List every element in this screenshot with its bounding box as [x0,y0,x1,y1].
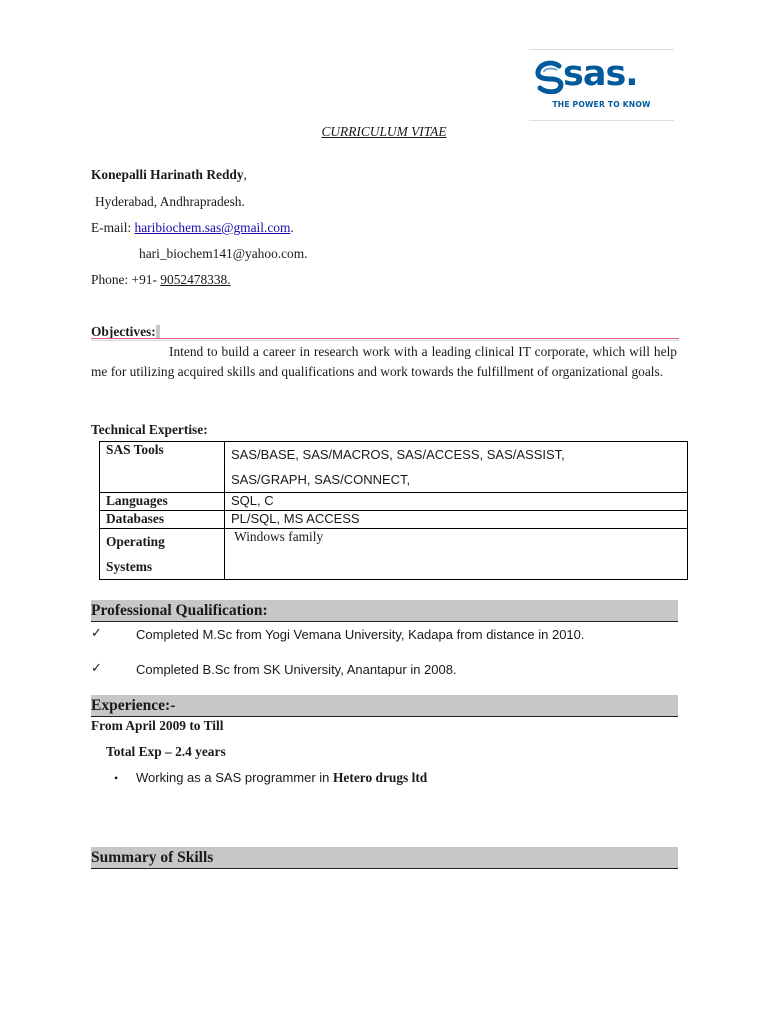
table-row [100,529,688,580]
table-value: PL/SQL, MS ACCESS [225,511,688,529]
experience-total: Total Exp – 2.4 years [106,744,226,759]
technical-table [99,441,688,580]
phone-line [91,272,231,288]
table-key [100,529,225,580]
qualification-item: Completed M.Sc from Yogi Vemana University, Kadapa from distance in 2010. [136,627,585,642]
table-key-line: Operating [106,534,165,549]
professional-heading: Professional Qualification: [91,602,268,619]
table-value [225,442,688,493]
objectives-rule [91,338,679,341]
table-value: SQL, C [225,493,688,511]
table-key: Databases [100,511,225,529]
experience-company: Hetero drugs ltd [333,770,428,785]
name-suffix: , [243,167,247,182]
summary-heading: Summary of Skills [91,849,214,866]
experience-item-text: Working as a SAS programmer in [136,770,333,785]
location: Hyderabad, Andhrapradesh. [95,194,245,209]
objectives-text [91,342,677,382]
sas-logo [529,49,674,121]
email-primary-suffix: . [290,220,294,235]
phone-label: Phone: +91- [91,272,161,287]
candidate-name: Konepalli Harinath Reddy [91,167,244,182]
experience-period: From April 2009 to Till [91,718,224,733]
qualification-item: Completed B.Sc from SK University, Anantapur in 2008. [136,662,457,677]
table-value-line: SAS/GRAPH, SAS/CONNECT, [231,472,411,487]
cursor-marker [156,325,160,338]
contact-name-line [91,167,247,183]
experience-heading: Experience:- [91,697,176,714]
page-title: CURRICULUM VITAE [321,124,447,139]
table-key: Languages [100,493,225,511]
email-line [91,220,294,236]
table-row [100,511,688,529]
section-band-experience [91,695,678,717]
bullet-icon: • [114,771,119,785]
check-icon: ✓ [91,626,102,641]
logo-wordmark: sas. [563,54,638,94]
technical-heading: Technical Expertise: [91,422,208,437]
sas-swirl-icon [533,60,567,94]
table-value: Windows family [225,529,688,580]
objectives-body: Intend to build a career in research work with a leading clinical IT corporate, which will help me for utilizing acquired skills and qualifications and work towards the fulfillment of organizational goals. [91,344,677,379]
table-key: SAS Tools [100,442,225,493]
logo-tagline: THE POWER TO KNOW [552,100,651,109]
check-icon: ✓ [91,661,102,676]
experience-item [136,770,427,786]
phone-number: 9052478338. [160,272,231,287]
table-value-line: SAS/BASE, SAS/MACROS, SAS/ACCESS, SAS/ASSIST, [231,447,565,462]
table-row [100,493,688,511]
objectives-heading: Objectives: [91,324,156,339]
table-key-line: Systems [106,559,153,574]
table-row [100,442,688,493]
email-secondary: hari_biochem141@yahoo.com. [139,246,308,261]
email-primary-link[interactable]: haribiochem.sas@gmail.com [134,220,291,235]
email-label: E-mail: [91,220,135,235]
